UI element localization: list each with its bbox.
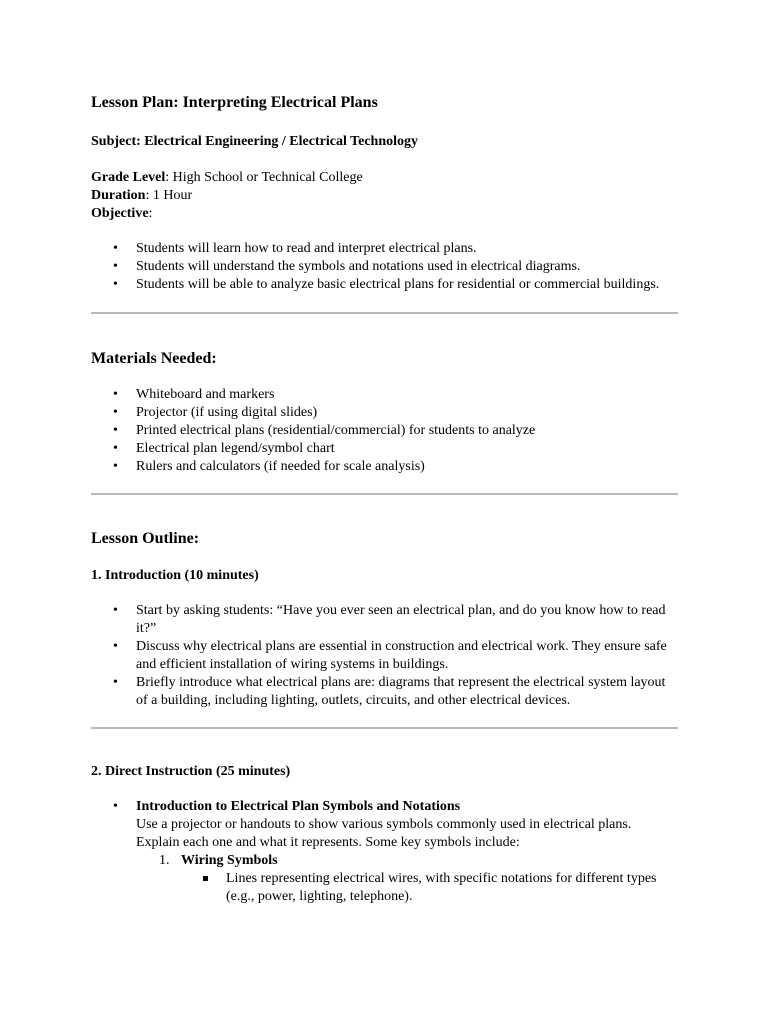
lesson-outline-heading: Lesson Outline:: [91, 530, 200, 547]
divider: [91, 727, 678, 729]
list-item: • Whiteboard and markers: [91, 386, 678, 404]
introduction-list: [91, 602, 678, 710]
objective-line: [91, 205, 678, 223]
subject-line: Subject: Electrical Engineering / Electrical Technology: [91, 134, 419, 149]
direct-instruction-list: [91, 798, 678, 906]
materials-list: [91, 386, 678, 476]
wiring-detail-text: Lines representing electrical wires, with specific notations for different types (e.g., power, lighting, telephone).: [226, 871, 657, 904]
list-item: • Discuss why electrical plans are essential in construction and electrical work. They ensure safe and efficient installation of wiring systems in buildings.: [91, 638, 678, 674]
grade-level-label: Grade Level: [91, 170, 166, 185]
square-bullet-icon: [203, 876, 208, 881]
numbered-marker: 1.: [159, 853, 170, 868]
list-item: • Electrical plan legend/symbol chart: [91, 440, 678, 458]
list-item: • Briefly introduce what electrical plans are: diagrams that represent the electrical system layout of a building, including lighting, outlets, circuits, and other electrical devices.: [91, 674, 678, 710]
divider: [91, 312, 678, 314]
objective-colon: :: [148, 206, 153, 221]
divider: [91, 493, 678, 495]
duration-line: [91, 187, 678, 205]
objectives-list: [91, 240, 678, 294]
objective-label: Objective: [91, 206, 149, 221]
symbols-intro-text: Use a projector or handouts to show various symbols commonly used in electrical plans. Explain each one and what it represents. Some key symbols include:: [136, 817, 632, 850]
list-item: • Start by asking students: “Have you ever seen an electrical plan, and do you know how to read it?”: [91, 602, 678, 638]
list-item: • Students will learn how to read and interpret electrical plans.: [91, 240, 678, 258]
list-item: • Rulers and calculators (if needed for scale analysis): [91, 458, 678, 476]
numbered-item: [91, 852, 678, 906]
list-item: • Students will understand the symbols and notations used in electrical diagrams.: [91, 258, 678, 276]
duration-label: Duration: [91, 188, 146, 203]
wiring-details-list: [91, 870, 678, 906]
list-item: • Printed electrical plans (residential/commercial) for students to analyze: [91, 422, 678, 440]
materials-heading: Materials Needed:: [91, 350, 217, 367]
meta-block: [91, 169, 678, 223]
duration-value: : 1 Hour: [145, 188, 193, 203]
grade-level-value: : High School or Technical College: [165, 170, 363, 185]
symbols-intro-title: Introduction to Electrical Plan Symbols and Notations: [136, 799, 461, 814]
introduction-heading: 1. Introduction (10 minutes): [91, 568, 259, 583]
grade-level-line: [91, 169, 678, 187]
wiring-symbols-title: Wiring Symbols: [181, 853, 278, 868]
direct-instruction-heading: 2. Direct Instruction (25 minutes): [91, 764, 291, 779]
list-item: • Students will be able to analyze basic electrical plans for residential or commercial buildings.: [91, 276, 678, 294]
symbols-numbered-list: [91, 852, 678, 906]
list-item: [91, 870, 678, 906]
lesson-title: Lesson Plan: Interpreting Electrical Plans: [91, 94, 378, 111]
document-body: [91, 92, 678, 906]
list-item: • Projector (if using digital slides): [91, 404, 678, 422]
list-item: [91, 798, 678, 906]
